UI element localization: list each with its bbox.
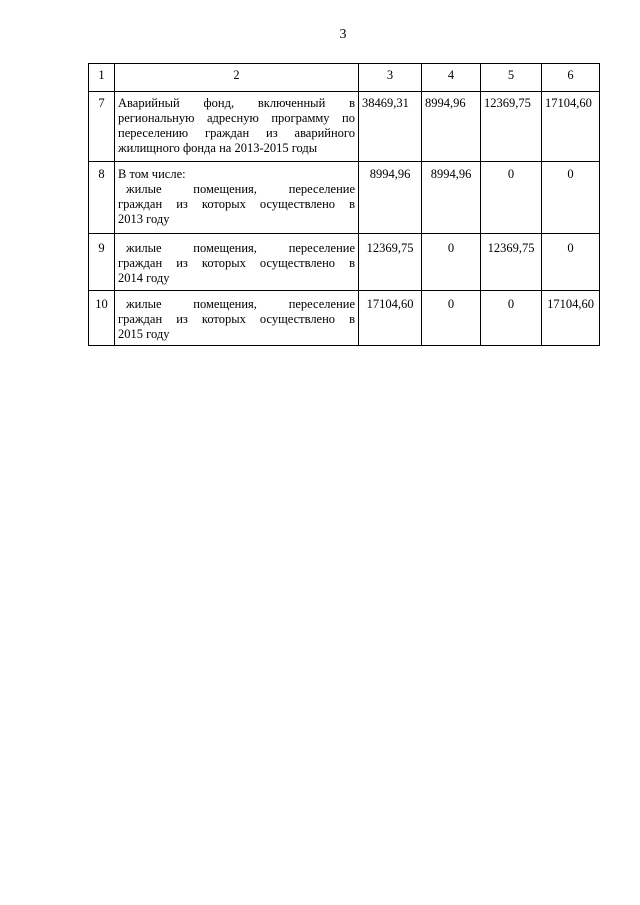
description-line: переселению граждан из аварийного bbox=[118, 126, 355, 140]
value-cell: 8994,96 bbox=[422, 92, 481, 162]
value-cell: 0 bbox=[542, 162, 600, 234]
table-row bbox=[89, 291, 600, 346]
row-description bbox=[115, 162, 359, 234]
header-cell: 5 bbox=[481, 64, 542, 92]
row-number: 9 bbox=[89, 234, 115, 291]
value-cell: 0 bbox=[481, 291, 542, 346]
value-cell: 12369,75 bbox=[481, 234, 542, 291]
description-line: региональную адресную программу по bbox=[118, 111, 355, 125]
table-row bbox=[89, 234, 600, 291]
description-line: 2013 году bbox=[118, 212, 170, 226]
value-cell: 38469,31 bbox=[359, 92, 422, 162]
value-cell: 17104,60 bbox=[542, 291, 600, 346]
description-line: жилищного фонда на 2013-2015 годы bbox=[118, 141, 318, 155]
row-number: 8 bbox=[89, 162, 115, 234]
header-cell: 3 bbox=[359, 64, 422, 92]
value-cell: 0 bbox=[422, 291, 481, 346]
value-cell: 8994,96 bbox=[359, 162, 422, 234]
row-number: 7 bbox=[89, 92, 115, 162]
value-cell: 8994,96 bbox=[422, 162, 481, 234]
header-cell: 1 bbox=[89, 64, 115, 92]
description-line: 2015 году bbox=[118, 327, 170, 341]
data-table bbox=[88, 63, 600, 346]
description-line: жилые помещения, переселение bbox=[126, 297, 355, 311]
value-cell: 12369,75 bbox=[481, 92, 542, 162]
row-number: 10 bbox=[89, 291, 115, 346]
value-cell: 0 bbox=[481, 162, 542, 234]
header-cell: 2 bbox=[115, 64, 359, 92]
table-row bbox=[89, 92, 600, 162]
row-description bbox=[115, 291, 359, 346]
description-line: В том числе: bbox=[118, 167, 186, 181]
value-cell: 17104,60 bbox=[359, 291, 422, 346]
description-line: граждан из которых осуществлено в bbox=[118, 197, 355, 211]
description-line: граждан из которых осуществлено в bbox=[118, 312, 355, 326]
value-cell: 0 bbox=[422, 234, 481, 291]
value-cell: 12369,75 bbox=[359, 234, 422, 291]
row-description bbox=[115, 92, 359, 162]
value-cell: 17104,60 bbox=[542, 92, 600, 162]
description-line: жилые помещения, переселение bbox=[126, 182, 355, 196]
header-cell: 6 bbox=[542, 64, 600, 92]
page-number: 3 bbox=[339, 27, 347, 42]
header-cell: 4 bbox=[422, 64, 481, 92]
row-description bbox=[115, 234, 359, 291]
description-line: граждан из которых осуществлено в bbox=[118, 256, 355, 270]
description-line: Аварийный фонд, включенный в bbox=[118, 96, 355, 110]
description-line: 2014 году bbox=[118, 271, 170, 285]
table-row bbox=[89, 162, 600, 234]
value-cell: 0 bbox=[542, 234, 600, 291]
table-header-row bbox=[89, 64, 600, 92]
description-line: жилые помещения, переселение bbox=[126, 241, 355, 255]
